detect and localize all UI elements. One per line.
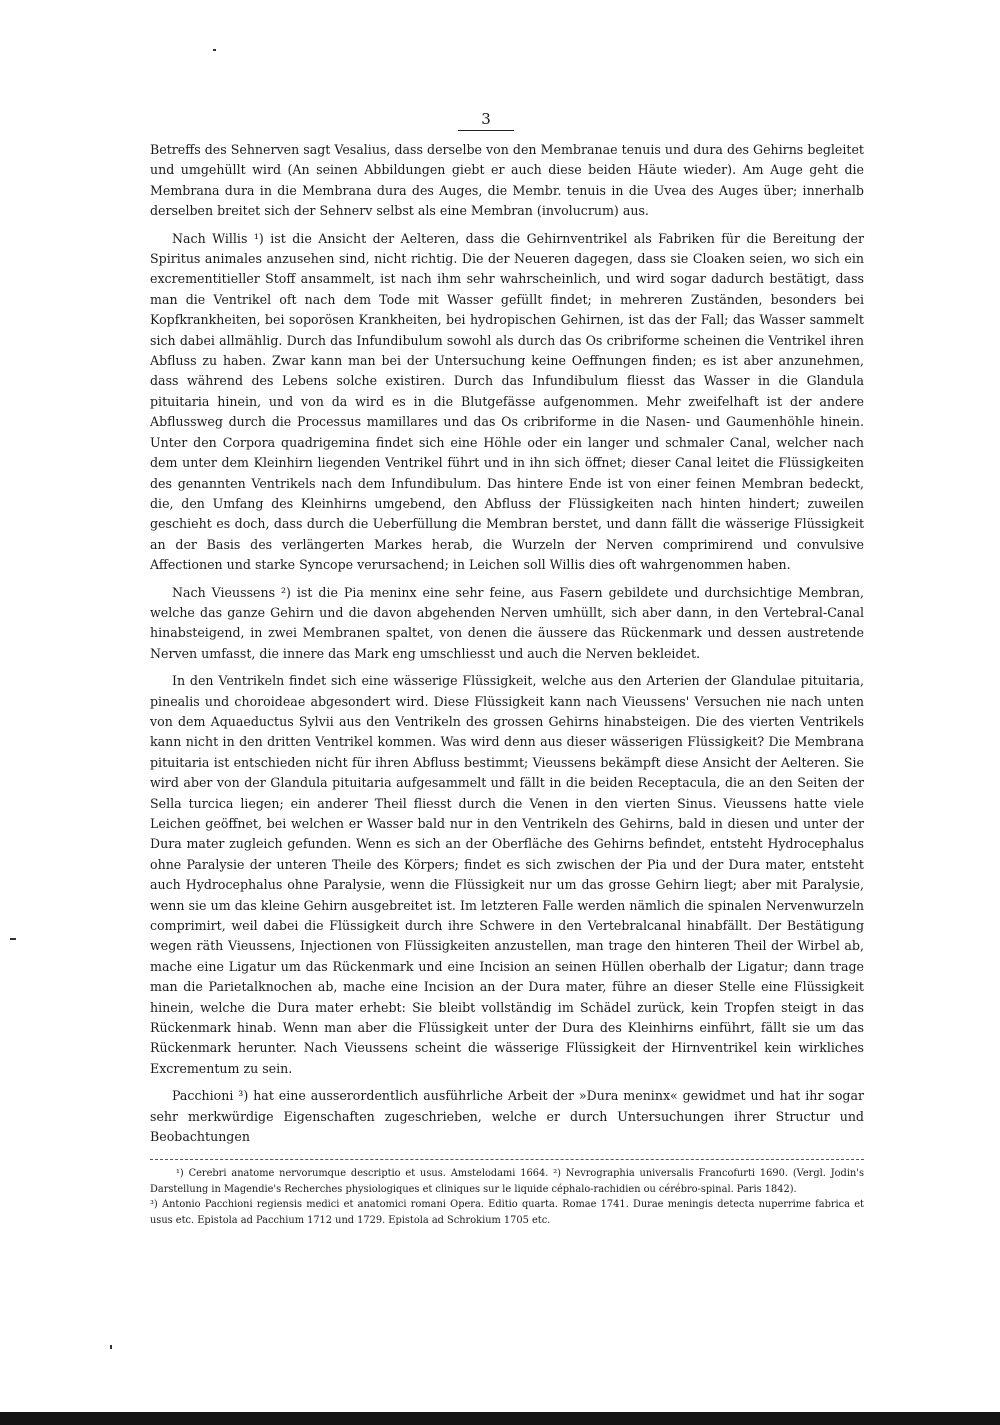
footnote: ³) Antonio Pacchioni regiensis medici et anatomici romani Opera. Editio quarta. Romae 1741. Durae meningis detecta nuperrime fabrica et usus etc. Epistola ad Pacchium 1712 und 1729. Epistola ad Schrokium 1705 etc.: [150, 1199, 864, 1226]
footnote-separator: [150, 1159, 864, 1160]
paragraph: Pacchioni ³) hat eine ausserordentlich ausführliche Arbeit der »Dura meninx« gewidmet und hat ihr sogar sehr merkwürdige Eigenschaften zugeschrieben, welche er durch Untersuchungen ihrer Structur und Beobachtungen: [150, 1088, 864, 1145]
scan-bottom-edge: [0, 1412, 1000, 1425]
stray-mark-top: [213, 49, 216, 51]
body-text: [150, 140, 864, 1148]
stray-mark-bottom: [110, 1345, 112, 1349]
page-number: 3: [458, 110, 514, 131]
paragraph: Nach Willis ¹) ist die Ansicht der Aelteren, dass die Gehirnventrikel als Fabriken für die Bereitung der Spiritus animales anzusehen sind, nicht richtig. Die der Neueren dagegen, dass sie Cloaken seien, wo sich ein excrementitieller Stoff ansammelt, ist nach ihm sehr wahrscheinlich, und wird sogar dadurch bestätigt, dass man die Ventrikel oft nach dem Tode mit Wasser gefüllt findet; in mehreren Zuständen, besonders bei Kopfkrankheiten, bei soporösen Krankheiten, bei hydropischen Gehirnen, ist das der Fall; das Wasser sammelt sich dabei allmählig. Durch das Infundibulum sowohl als durch das Os cribriforme scheinen die Ventrikel ihren Abfluss zu haben. Zwar kann man bei der Untersuchung keine Oeffnungen finden; es ist aber anzunehmen, dass während des Lebens solche existiren. Durch das Infundibulum fliesst das Wasser in die Glandula pituitaria hinein, und von da wird es in die Blutgefässe aufgenommen. Mehr zweifelhaft ist der andere Abflussweg durch die Processus mamillares und das Os cribriforme in die Nasen- und Gaumenhöhle hinein. Unter den Corpora quadrigemina findet sich eine Höhle oder ein langer und schmaler Canal, welcher nach dem unter dem Kleinhirn liegenden Ventrikel führt und in ihn sich öffnet; dieser Canal leitet die Flüssigkeiten des genannten Ventrikels nach dem Infundibulum. Das hintere Ende ist von einer feinen Membran bedeckt, die, den Umfang des Kleinhirns umgebend, den Abfluss der Flüssigkeiten nach hinten hindert; zuweilen geschieht es doch, dass durch die Ueberfüllung die Membran berstet, und dann fällt die wässerige Flüssigkeit an der Basis des verlängerten Markes herab, die Wurzeln der Nerven comprimirend und convulsive Affectionen und starke Syncope verursachend; in Leichen soll Willis dies oft wahrgenommen haben.: [150, 230, 864, 573]
footnotes: [150, 1166, 864, 1228]
paragraph: In den Ventrikeln findet sich eine wässerige Flüssigkeit, welche aus den Arterien der Glandulae pituitaria, pinealis und choroideae abgesondert wird. Diese Flüssigkeit kann nach Vieussens' Versuchen nie nach unten von dem Aquaeductus Sylvii aus den Ventrikeln des grossen Gehirns hinabsteigen. Die des vierten Ventrikels kann nicht in den dritten Ventrikel kommen. Was wird denn aus dieser wässerigen Flüssigkeit? Die Membrana pituitaria ist entschieden nicht für ihren Abfluss bestimmt; Vieussens bekämpft diese Ansicht der Aelteren. Sie wird aber von der Glandula pituitaria aufgesammelt und fällt in die beiden Receptacula, die an den Seiten der Sella turcica liegen; ein anderer Theil fliesst durch die Venen in den vierten Sinus. Vieussens hatte viele Leichen geöffnet, bei welchen er Wasser bald nur in den Ventrikeln des Gehirns, bald in diesen und unter der Dura mater zugleich gefunden. Wenn es sich an der Oberfläche des Gehirns befindet, entsteht Hydrocephalus ohne Paralysie der unteren Theile des Körpers; findet es sich zwischen der Pia und der Dura mater, entsteht auch Hydrocephalus ohne Paralysie, wenn die Flüssigkeit nur um das grosse Gehirn liegt; aber mit Paralysie, wenn sie um das kleine Gehirn ausgebreitet ist. Im letzteren Falle werden nämlich die spinalen Nervenwurzeln comprimirt, weil dabei die Flüssigkeit durch ihre Schwere in den Vertebralcanal hinabfällt. Der Bestätigung wegen räth Vieussens, Injectionen von Flüssigkeiten anzustellen, man trage den hinteren Theil der Wirbel ab, mache eine Ligatur um das Rückenmark und eine Incision an seinen Hüllen oberhalb der Ligatur; dann trage man die Parietalknochen ab, mache eine Incision an der Dura mater, führe an dieser Stelle eine Flüssigkeit hinein, welche die Dura mater erhebt: Sie bleibt vollständig im Schädel zurück, kein Tropfen steigt in das Rückenmark hinab. Wenn man aber die Flüssigkeit unter der Dura des Kleinhirns einführt, fällt sie um das Rückenmark herunter. Nach Vieussens scheint die wässerige Flüssigkeit der Hirnventrikel kein wirkliches Excrementum zu sein.: [150, 673, 864, 1076]
stray-mark-margin: [10, 938, 16, 940]
footnote: ¹) Cerebri anatome nervorumque descriptio et usus. Amstelodami 1664. ²) Nevrographia universalis Francofurti 1690. (Vergl. Jodin's Darstellung in Magendie's Recherches physiologiques et cliniques sur le liquide céphalo-rachidien ou cérébro-spinal. Paris 1842).: [150, 1168, 864, 1195]
paragraph: Betreffs des Sehnerven sagt Vesalius, dass derselbe von den Membranae tenuis und dura des Gehirns begleitet und umgehüllt wird (An seinen Abbildungen giebt er auch diese beiden Häute wieder). Am Auge geht die Membrana dura in die Membrana dura des Auges, die Membr. tenuis in die Uvea des Auges über; innerhalb derselben breitet sich der Sehnerv selbst als eine Membran (involucrum) aus.: [150, 142, 864, 219]
paragraph: Nach Vieussens ²) ist die Pia meninx eine sehr feine, aus Fasern gebildete und durchsichtige Membran, welche das ganze Gehirn und die davon abgehenden Nerven umhüllt, sich aber dann, in den Vertebral-Canal hinabsteigend, in zwei Membranen spaltet, von denen die äussere das Rückenmark und dessen austretende Nerven umfasst, die innere das Mark eng umschliesst und auch die Nerven bekleidet.: [150, 584, 864, 661]
